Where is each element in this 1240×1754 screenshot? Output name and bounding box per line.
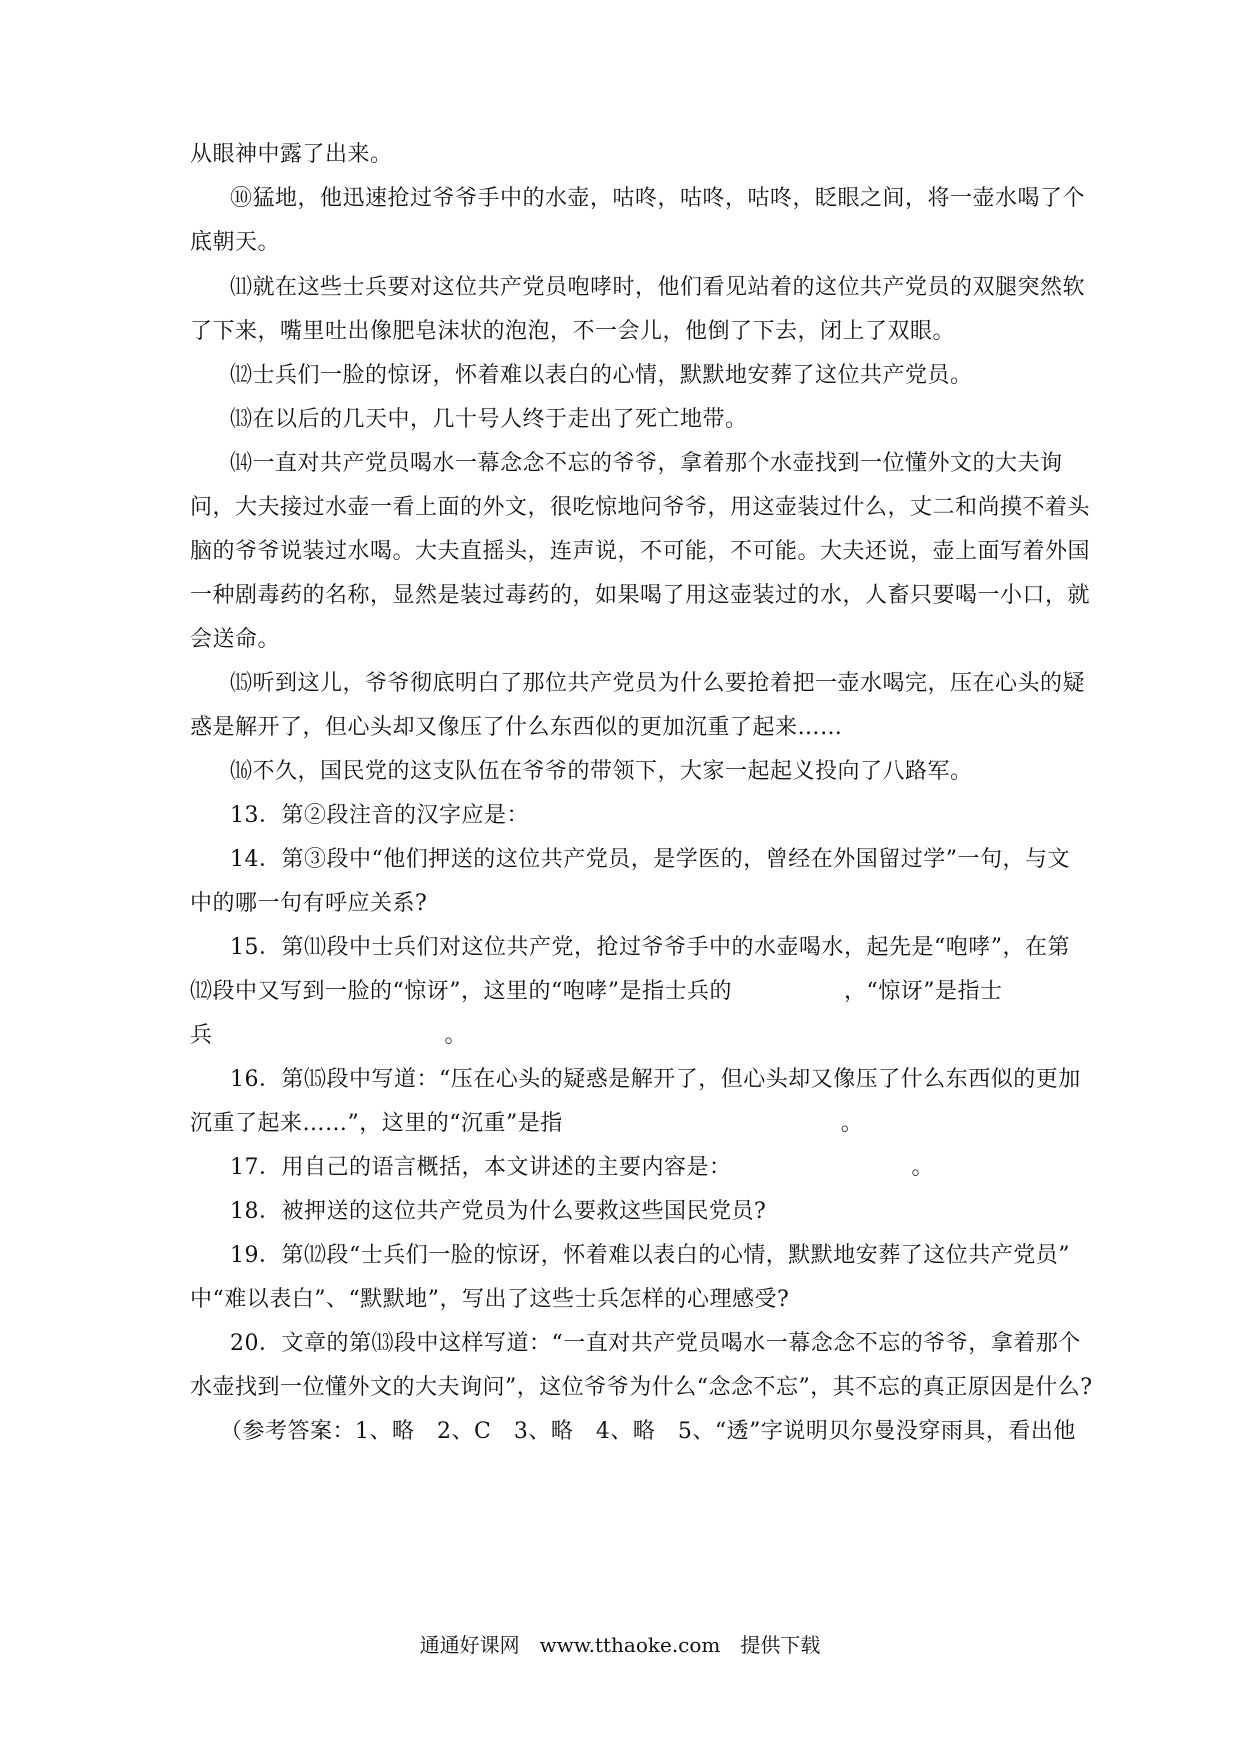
text-line: 水壶找到一位懂外文的大夫询问”，这位爷爷为什么“念念不忘”，其不忘的真正原因是什么? bbox=[190, 1375, 1093, 1400]
question-16-text: 。 bbox=[840, 1111, 864, 1136]
question-17 bbox=[230, 1153, 1060, 1183]
question-20-line: 20．文章的第⒀段中这样写道：“一直对共产党员喝水一幕念念不忘的爷爷，拿着那个 bbox=[230, 1331, 1081, 1356]
question-19-line: 19．第⑿段“士兵们一脸的惊讶，怀着难以表白的心情，默默地安葬了这位共产党员” bbox=[230, 1243, 1070, 1268]
text-line: 问，大夫接过水壶一看上面的外文，很吃惊地问爷爷，用这壶装过什么，丈二和尚摸不着头 bbox=[190, 495, 1091, 520]
paragraph-13-line: ⒀在以后的几天中，几十号人终于走出了死亡地带。 bbox=[230, 407, 748, 432]
paragraph-14-line: ⒁一直对共产党员喝水一幕念念不忘的爷爷，拿着那个水壶找到一位懂外文的大夫询 bbox=[230, 451, 1063, 476]
question-18: 18．被押送的这位共产党员为什么要救这些国民党员? bbox=[230, 1199, 767, 1224]
question-15-text: 兵 bbox=[190, 1023, 213, 1048]
paragraph-11-line: ⑾就在这些士兵要对这位共产党员咆哮时，他们看见站着的这位共产党员的双腿突然软 bbox=[230, 275, 1086, 300]
question-15-line: 15．第⑾段中士兵们对这位共产党，抢过爷爷手中的水壶喝水，起先是“咆哮”，在第 bbox=[230, 935, 1070, 960]
text-line: 底朝天。 bbox=[190, 230, 281, 255]
paragraph-12-line: ⑿士兵们一脸的惊讶，怀着难以表白的心情，默默地安葬了这位共产党员。 bbox=[230, 363, 973, 388]
paragraph-15-line: ⒂听到这儿，爷爷彻底明白了那位共产党员为什么要抢着把一壶水喝完，压在心头的疑 bbox=[230, 671, 1086, 696]
text-line bbox=[190, 1021, 1060, 1051]
text-line: 从眼神中露了出来。 bbox=[190, 142, 393, 167]
question-15-text: 。 bbox=[444, 1023, 468, 1048]
question-17-text: 。 bbox=[911, 1155, 935, 1180]
paragraph-10-line: ⑩猛地，他迅速抢过爷爷手中的水壶，咕咚，咕咚，咕咚，眨眼之间，将一壶水喝了个 bbox=[230, 186, 1086, 211]
reference-answers: （参考答案：1、略 2、C 3、略 4、略 5、“透”字说明贝尔曼没穿雨具，看出他 bbox=[220, 1419, 1076, 1444]
text-line: 了下来，嘴里吐出像肥皂沫状的泡泡，不一会儿，他倒了下去，闭上了双眼。 bbox=[190, 319, 956, 344]
question-16-text: 沉重了起来……”，这里的“沉重”是指 bbox=[190, 1111, 563, 1136]
text-line: 脑的爷爷说装过水喝。大夫直摇头，连声说，不可能，不可能。大夫还说，壶上面写着外国 bbox=[190, 539, 1091, 564]
question-14-line: 14．第③段中“他们押送的这位共产党员，是学医的，曾经在外国留过学”一句，与文 bbox=[230, 847, 1070, 872]
question-16-line: 16．第⒂段中写道：“压在心头的疑惑是解开了，但心头却又像压了什么东西似的更加 bbox=[230, 1067, 1081, 1092]
text-line bbox=[190, 1109, 1060, 1139]
paragraph-16-line: ⒃不久，国民党的这支队伍在爷爷的带领下，大家一起起义投向了八路军。 bbox=[230, 759, 973, 784]
text-line bbox=[190, 977, 1060, 1007]
text-line: 会送命。 bbox=[190, 627, 281, 652]
question-17-text: 17．用自己的语言概括，本文讲述的主要内容是： bbox=[230, 1155, 732, 1180]
question-15-text: ，“惊讶”是指士 bbox=[844, 979, 1003, 1004]
text-line: 惑是解开了，但心头却又像压了什么东西似的更加沉重了起来…… bbox=[190, 715, 843, 740]
text-line: 一种剧毒药的名称，显然是装过毒药的，如果喝了用这壶装过的水，人畜只要喝一小口，就 bbox=[190, 583, 1091, 608]
text-line: 中“难以表白”、“默默地”，写出了这些士兵怎样的心理感受? bbox=[190, 1287, 790, 1312]
page-footer: 通通好课网 www.tthaoke.com 提供下载 bbox=[419, 1633, 821, 1657]
question-15-text: ⑿段中又写到一脸的“惊讶”，这里的“咆哮”是指士兵的 bbox=[190, 979, 732, 1004]
text-line: 中的哪一句有呼应关系? bbox=[190, 891, 428, 916]
question-13: 13．第②段注音的汉字应是： bbox=[230, 803, 529, 828]
